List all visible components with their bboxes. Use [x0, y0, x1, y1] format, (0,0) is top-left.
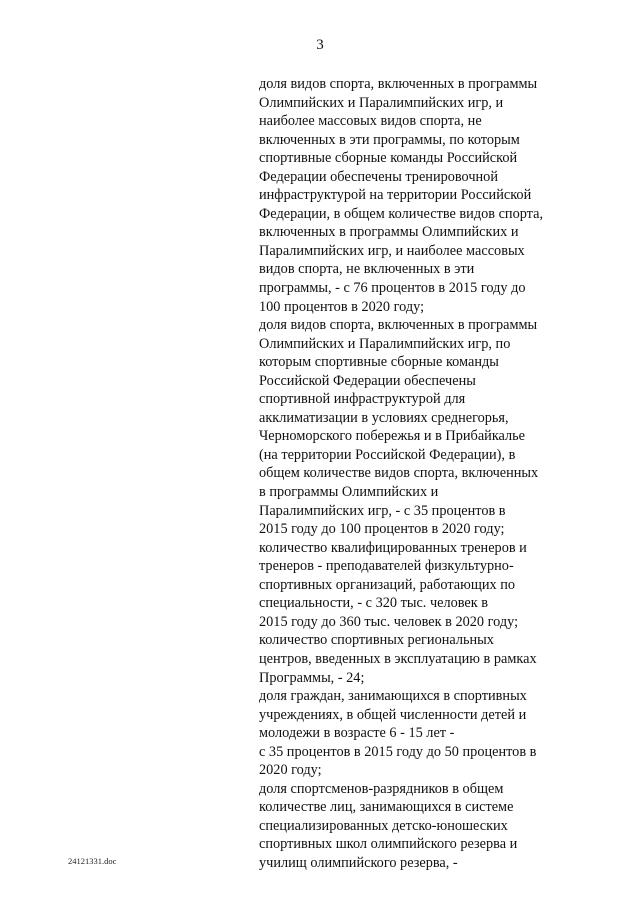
text-line: видов спорта, не включенных в эти: [259, 261, 475, 278]
footer-filename: 24121331.doc: [68, 856, 117, 866]
text-line: 100 процентов в 2020 году;: [259, 298, 425, 315]
text-line: в программы Олимпийских и: [259, 484, 439, 501]
text-line: спортивной инфраструктурой для: [259, 391, 466, 408]
text-line: программы, - с 76 процентов в 2015 году до: [259, 280, 526, 297]
text-line: Российской Федерации обеспечены: [259, 372, 476, 389]
text-line: молодежи в возрасте 6 - 15 лет -: [259, 725, 455, 742]
text-line: спортивных организаций, работающих по: [259, 576, 515, 593]
text-line: 2020 году;: [259, 762, 322, 779]
text-line: количество квалифицированных тренеров и: [259, 539, 527, 556]
text-line: специализированных детско-юношеских: [259, 817, 508, 834]
text-line: специальности, - с 320 тыс. человек в: [259, 595, 489, 612]
body-text: [259, 75, 591, 873]
text-line: доля граждан, занимающихся в спортивных: [259, 688, 527, 705]
text-line: (на территории Российской Федерации), в: [259, 446, 516, 463]
text-line: спортивных школ олимпийского резерва и: [259, 836, 518, 853]
text-line: Федерации обеспечены тренировочной: [259, 168, 498, 185]
text-line: количество спортивных региональных: [259, 632, 494, 649]
text-line: количестве лиц, занимающихся в системе: [259, 799, 514, 816]
text-line: наиболее массовых видов спорта, не: [259, 113, 482, 130]
text-line: Олимпийских и Паралимпийских игр, и: [259, 94, 504, 111]
text-line: которым спортивные сборные команды: [259, 354, 499, 371]
text-line: Программы, - 24;: [259, 669, 365, 686]
text-line: центров, введенных в эксплуатацию в рамках: [259, 650, 537, 667]
text-line: Олимпийских и Паралимпийских игр, по: [259, 335, 511, 352]
text-line: общем количестве видов спорта, включенных: [259, 465, 539, 482]
text-line: 2015 году до 360 тыс. человек в 2020 году;: [259, 613, 519, 630]
text-line: инфраструктурой на территории Российской: [259, 187, 532, 204]
text-line: Паралимпийских игр, и наиболее массовых: [259, 242, 525, 259]
text-line: 2015 году до 100 процентов в 2020 году;: [259, 521, 505, 538]
text-line: Черноморского побережья и в Прибайкалье: [259, 428, 526, 445]
text-line: Паралимпийских игр, - с 35 процентов в: [259, 502, 506, 519]
text-line: доля спортсменов-разрядников в общем: [259, 780, 504, 797]
text-line: тренеров - преподавателей физкультурно-: [259, 558, 514, 575]
page-number: 3: [316, 37, 324, 53]
text-line: акклиматизации в условиях среднегорья,: [259, 409, 509, 426]
text-line: училищ олимпийского резерва, -: [259, 854, 458, 871]
text-line: с 35 процентов в 2015 году до 50 процентов в: [259, 743, 537, 760]
text-line: доля видов спорта, включенных в программы: [259, 317, 538, 334]
text-line: Федерации, в общем количестве видов спорта,: [259, 205, 544, 222]
text-line: включенных в эти программы, по которым: [259, 131, 520, 148]
text-line: включенных в программы Олимпийских и: [259, 224, 519, 241]
text-line: доля видов спорта, включенных в программы: [259, 76, 538, 92]
text-line: учреждениях, в общей численности детей и: [259, 706, 527, 723]
text-line: спортивные сборные команды Российской: [259, 150, 518, 167]
